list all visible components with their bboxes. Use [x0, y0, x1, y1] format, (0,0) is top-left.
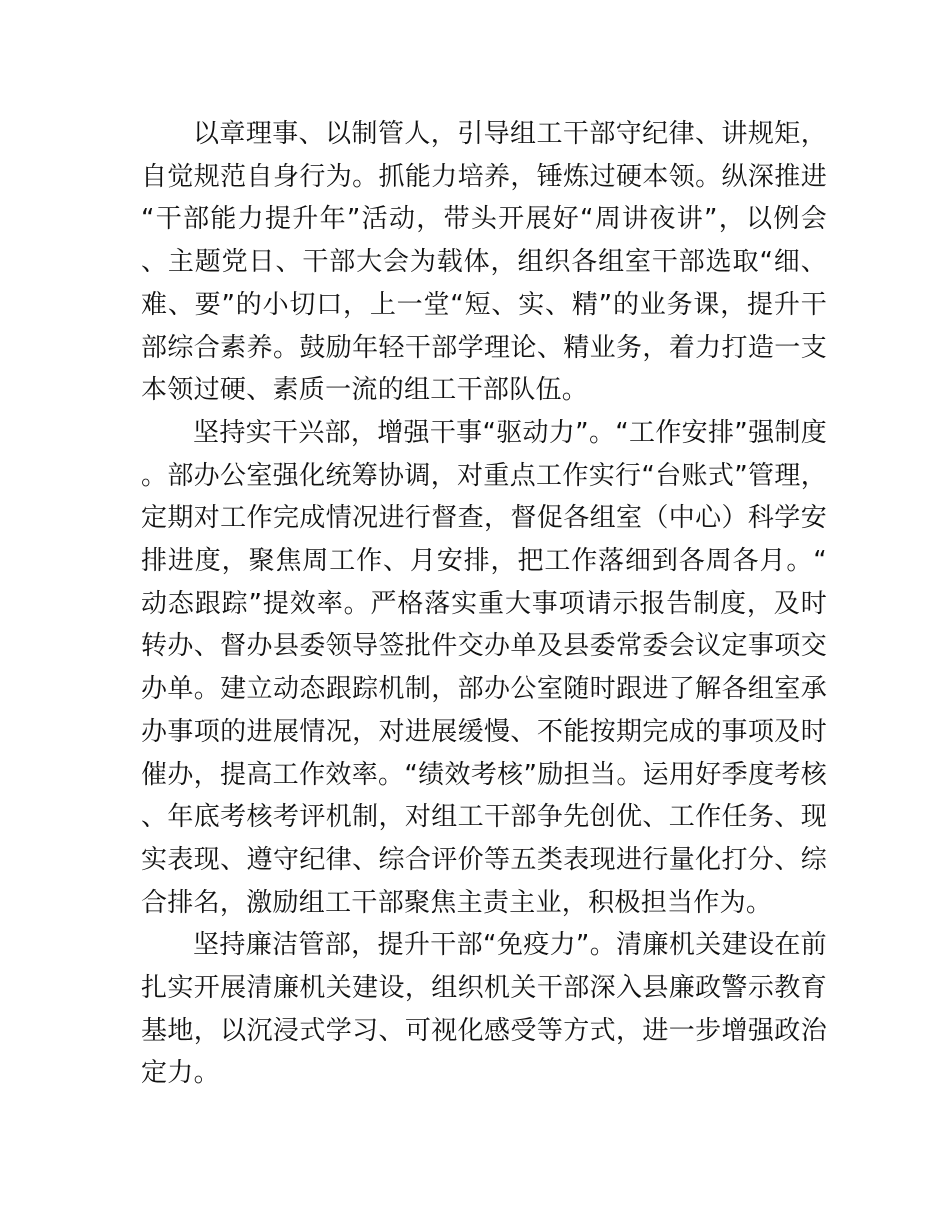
paragraph-discipline-and-training: 以章理事、以制管人，引导组工干部守纪律、讲规矩，自觉规范自身行为。抓能力培养，锤炼过硬本领。纵深推进“干部能力提升年”活动，带头开展好“周讲夜讲”，以例会、主题党日、干部大会为载体，组织各组室干部选取“细、难、要”的小切口，上一堂“短、实、精”的业务课，提升干部综合素养。鼓励年轻干部学理论、精业务，着力打造一支本领过硬、素质一流的组工干部队伍。: [141, 119, 827, 406]
paragraph-integrity-management: 坚持廉洁管部，提升干部“免疫力”。清廉机关建设在前扎实开展清廉机关建设，组织机关干部深入县廉政警示教育基地，以沉浸式学习、可视化感受等方式，进一步增强政治定力。: [141, 930, 827, 1089]
paragraph-practical-work: 坚持实干兴部，增强干事“驱动力”。“工作安排”强制度。部办公室强化统筹协调，对重点工作实行“台账式”管理，定期对工作完成情况进行督查，督促各组室（中心）科学安排进度，聚焦周工作、月安排，把工作落细到各周各月。“动态跟踪”提效率。严格落实重大事项请示报告制度，及时转办、督办县委领导签批件交办单及县委常委会议定事项交办单。建立动态跟踪机制，部办公室随时跟进了解各组室承办事项的进展情况，对进展缓慢、不能按期完成的事项及时催办，提高工作效率。“绩效考核”励担当。运用好季度考核、年底考核考评机制，对组工干部争先创优、工作任务、现实表现、遵守纪律、综合评价等五类表现进行量化打分、综合排名，激励组工干部聚焦主责主业，积极担当作为。: [141, 417, 827, 918]
document-body: [141, 113, 827, 1095]
